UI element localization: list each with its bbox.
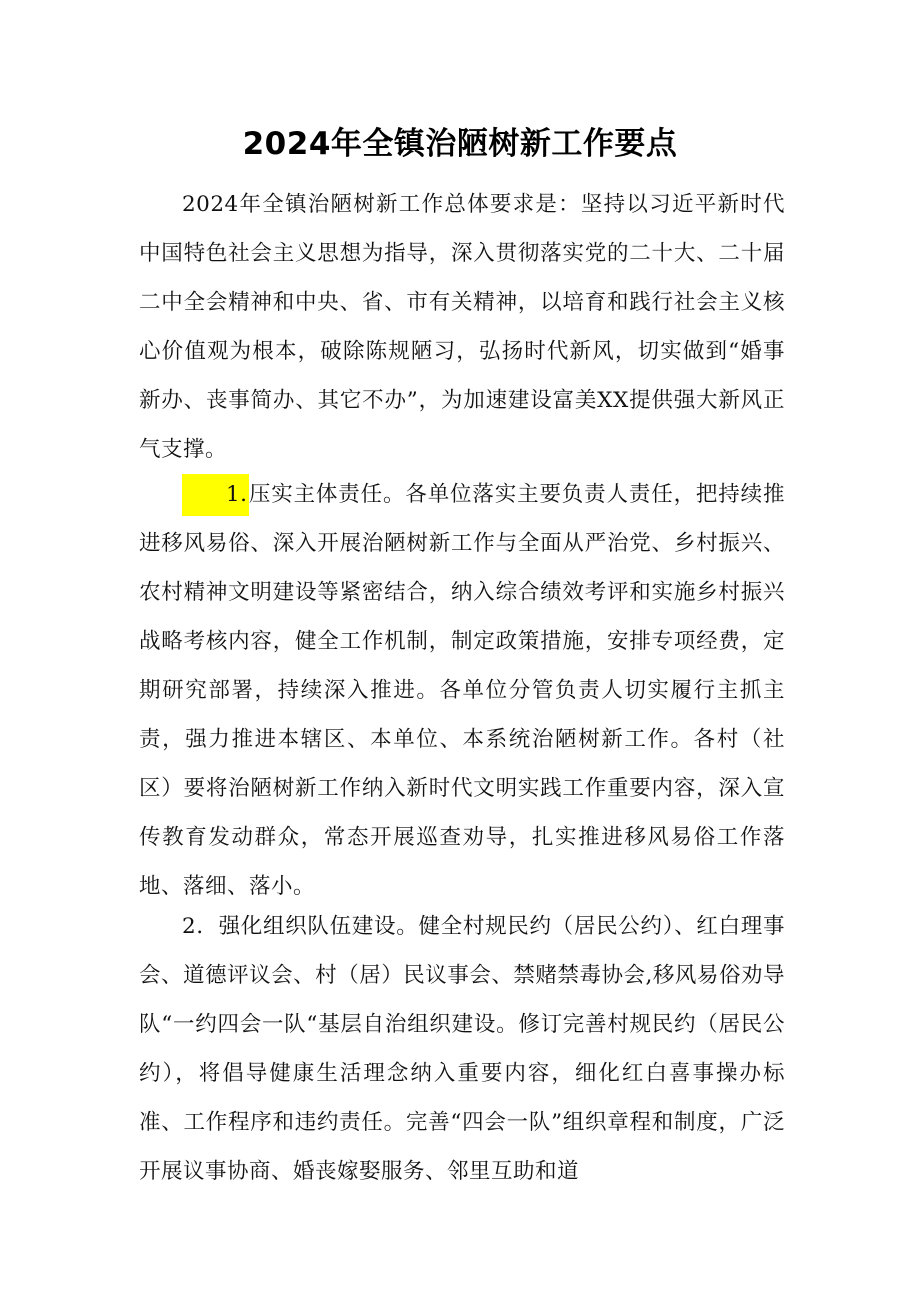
intro-paragraph: 2024年全镇治陋树新工作总体要求是：坚持以习近平新时代中国特色社会主义思想为指导，深入贯彻落实党的二十大、二十届二中全会精神和中央、省、市有关精神，以培育和践行社会主义核心价值观为根本，破除陈规陋习，弘扬时代新风，切实做到“婚事新办、丧事简办、其它不办”，为加速建设富美XX提供强大新风正气支撑。: [139, 192, 785, 462]
item2-paragraph: 2．强化组织队伍建设。健全村规民约（居民公约）、红白理事会、道德评议会、村（居）民议事会、禁赌禁毒协会,移风易俗劝导队“一约四会一队“基层自治组织建设。修订完善村规民约（居民公约），将倡导健康生活理念纳入重要内容，细化红白喜事操办标准、工作程序和违约责任。完善“四会一队”组织章程和制度，广泛开展议事协商、婚丧嫁娶服务、邻里互助和道: [139, 914, 785, 1184]
highlighted-item-number: 1.: [182, 474, 249, 516]
item1-paragraph: [139, 470, 785, 911]
item1-block: [139, 470, 785, 911]
item2-block: [139, 902, 785, 1196]
intro-block: [139, 180, 785, 474]
item1-text: 压实主体责任。各单位落实主要负责人责任，把持续推进移风易俗、深入开展治陋树新工作与全面从严治党、乡村振兴、农村精神文明建设等紧密结合，纳入综合绩效考评和实施乡村振兴战略考核内容，健全工作机制，制定政策措施，安排专项经费，定期研究部署，持续深入推进。各单位分管负责人切实履行主抓主责，强力推进本辖区、本单位、本系统治陋树新工作。各村（社区）要将治陋树新工作纳入新时代文明实践工作重要内容，深入宣传教育发动群众，常态开展巡查劝导，扎实推进移风易俗工作落地、落细、落小。: [139, 482, 785, 899]
document-title: 2024年全镇治陋树新工作要点: [242, 126, 678, 162]
